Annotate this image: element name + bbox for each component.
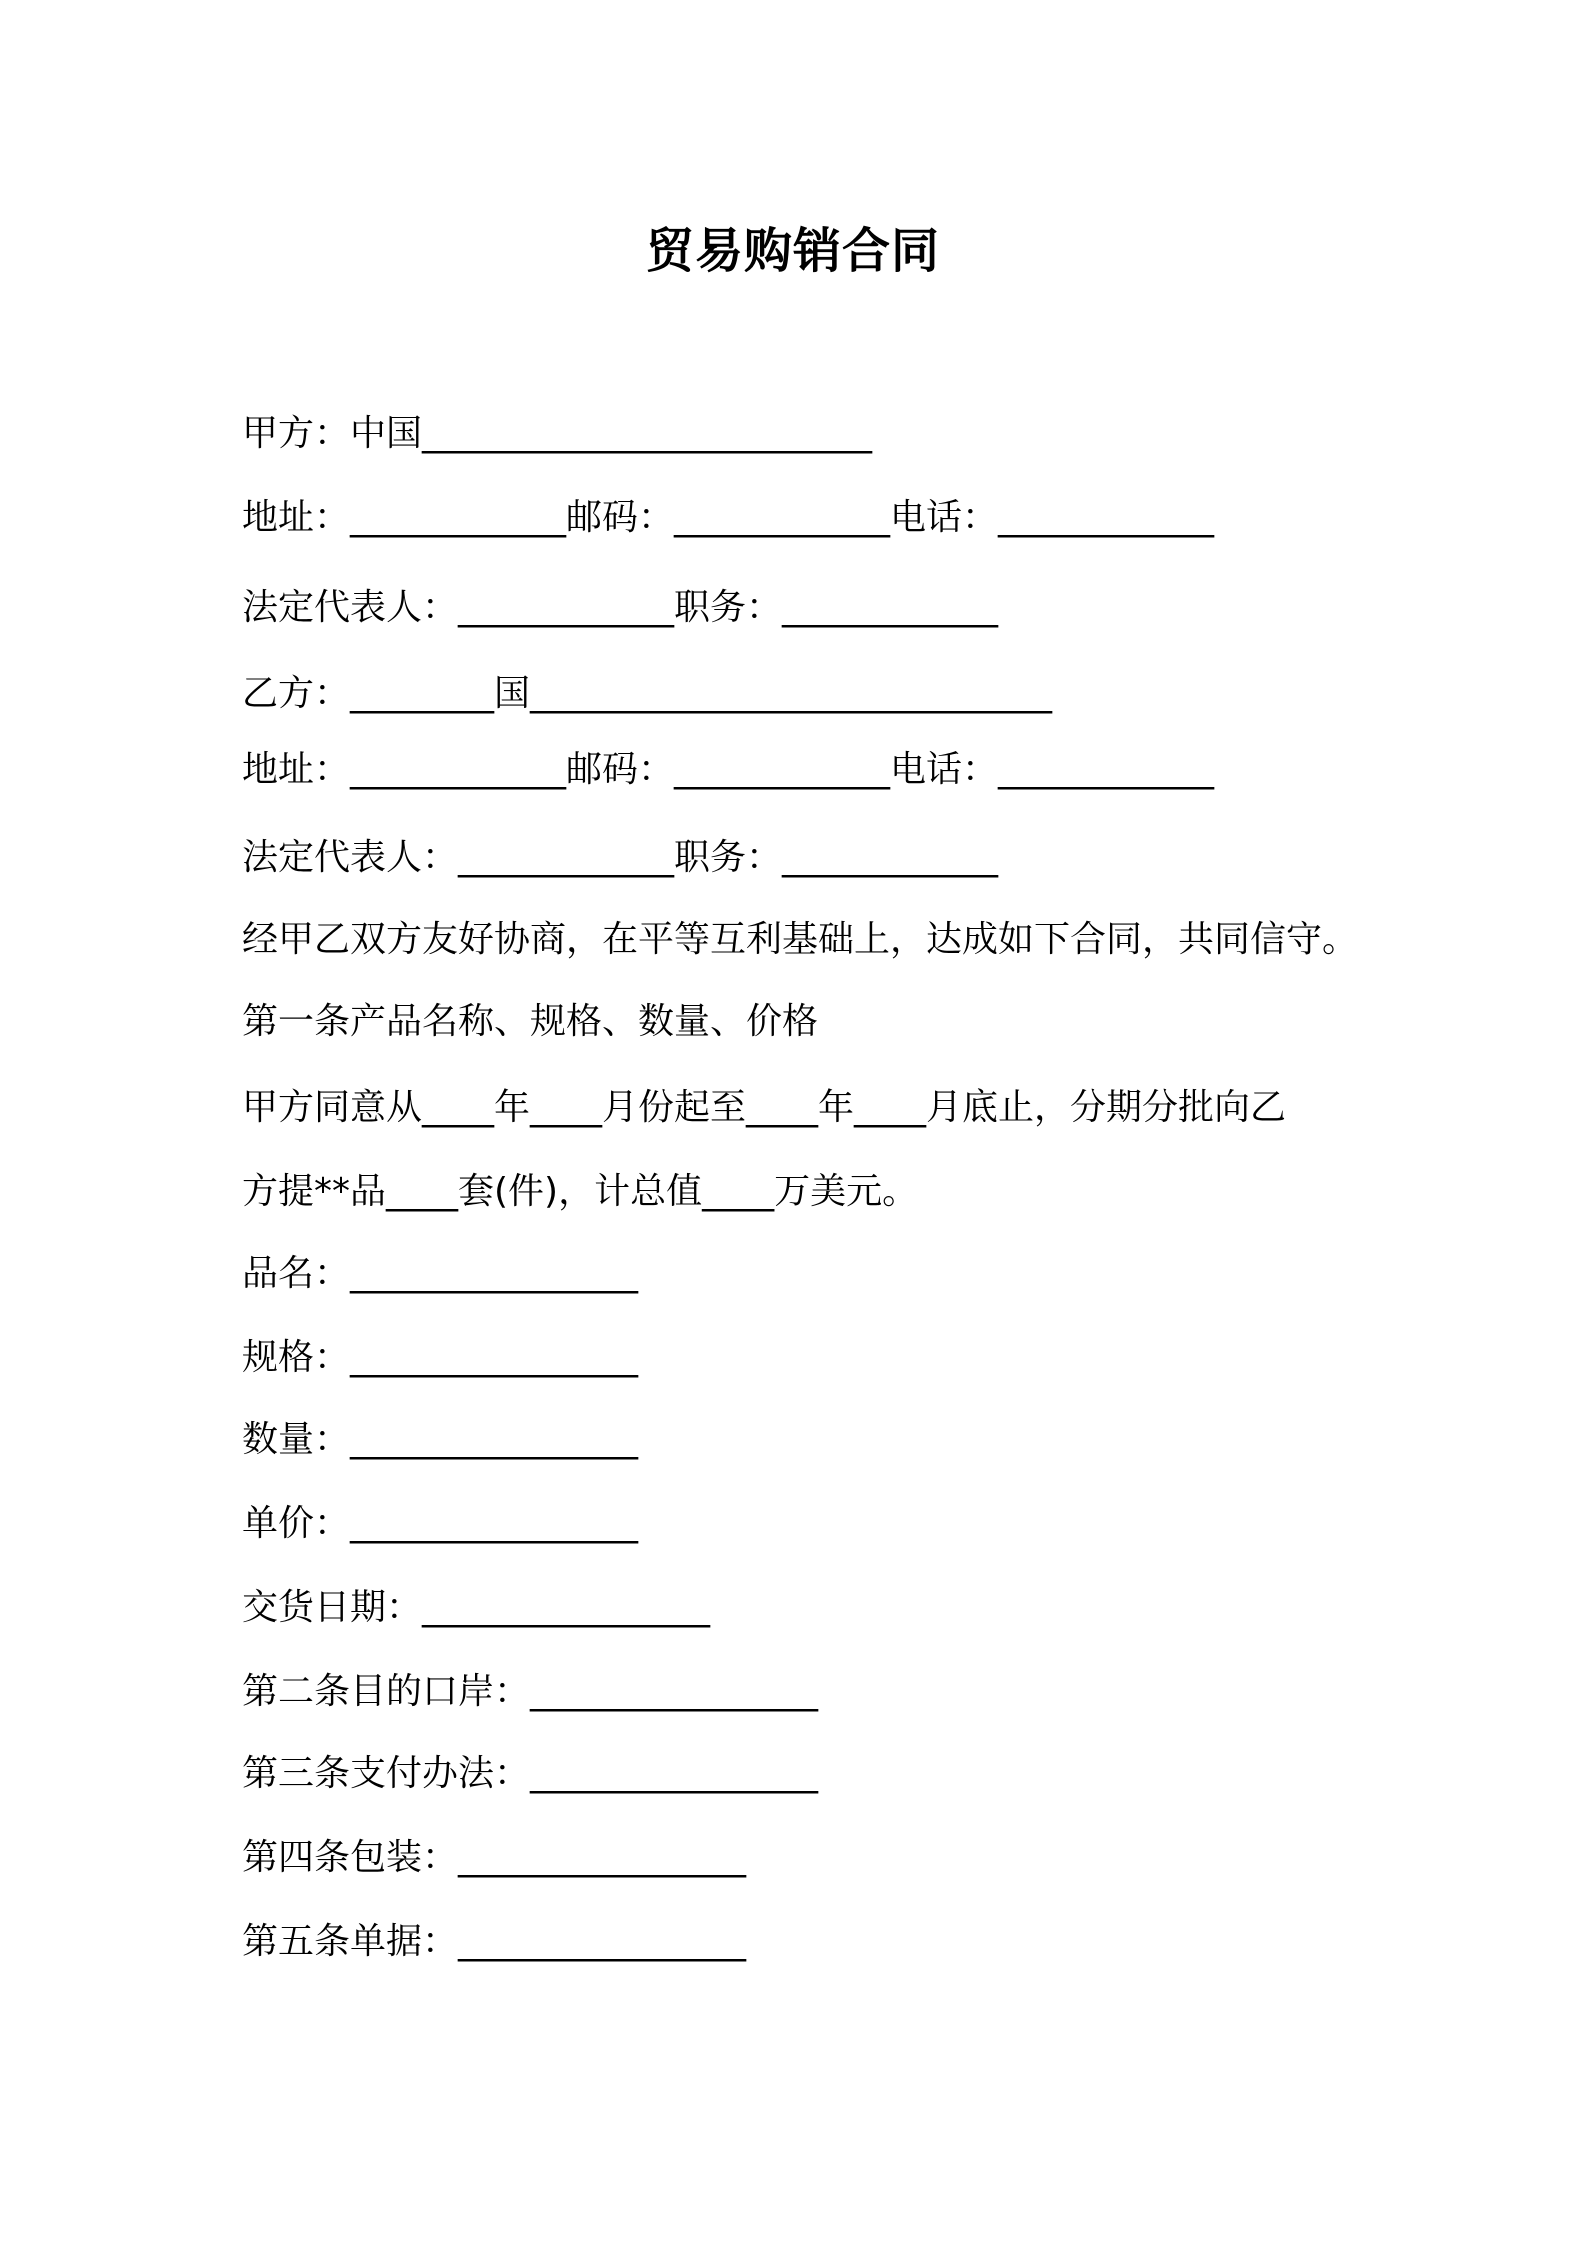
article-2-port: 第二条目的口岸：________________ bbox=[242, 1671, 819, 1712]
party-a-legal-rep: 法定代表人：____________职务：____________ bbox=[242, 587, 999, 628]
quantity-field: 数量：________________ bbox=[242, 1419, 639, 1460]
unit-price-field: 单价：________________ bbox=[242, 1503, 639, 1544]
article-3-payment: 第三条支付办法：________________ bbox=[242, 1753, 819, 1794]
article-4-packaging: 第四条包装：________________ bbox=[242, 1837, 747, 1878]
specification-field: 规格：________________ bbox=[242, 1337, 639, 1378]
delivery-date-field: 交货日期：________________ bbox=[242, 1587, 711, 1628]
party-b-legal-rep: 法定代表人：____________职务：____________ bbox=[242, 837, 999, 878]
article-1-heading: 第一条产品名称、规格、数量、价格 bbox=[242, 1001, 819, 1042]
party-b-address: 地址：____________邮码：____________电话：____________ bbox=[242, 749, 1215, 790]
party-a-name: 甲方：中国_________________________ bbox=[242, 413, 873, 454]
article-5-documents: 第五条单据：________________ bbox=[242, 1921, 747, 1962]
agreement-preamble: 经甲乙双方友好协商，在平等互利基础上，达成如下合同，共同信守。 bbox=[242, 919, 1359, 960]
party-b-name: 乙方：________国_____________________________ bbox=[242, 673, 1053, 714]
document-title: 贸易购销合同 bbox=[645, 223, 940, 279]
party-a-address: 地址：____________邮码：____________电话：____________ bbox=[242, 497, 1215, 538]
article-1-text-line-2: 方提**品____套(件)，计总值____万美元。 bbox=[242, 1171, 919, 1212]
product-name-field: 品名：________________ bbox=[242, 1253, 639, 1294]
article-1-text-line-1: 甲方同意从____年____月份起至____年____月底止，分期分批向乙 bbox=[242, 1087, 1287, 1128]
